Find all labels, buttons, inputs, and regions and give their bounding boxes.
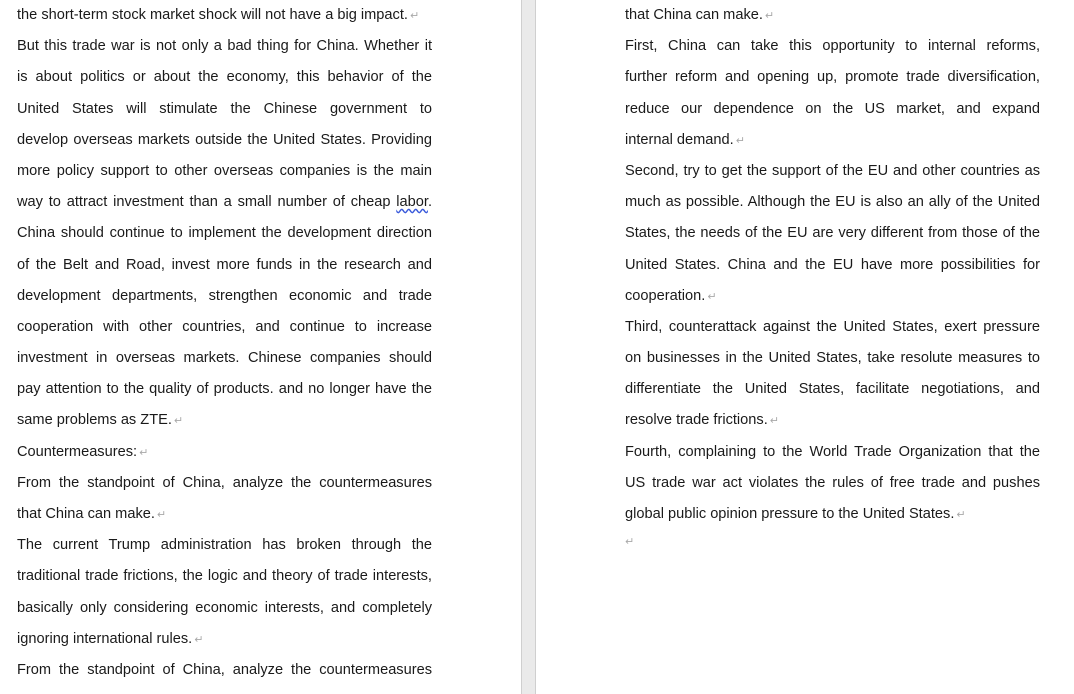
text-line[interactable] [17, 94, 432, 125]
line-text: differentiate the United States, facilitate negotiations, and [625, 381, 1040, 398]
text-line[interactable] [17, 530, 432, 561]
text-line[interactable] [17, 655, 432, 686]
line-text: is about politics or about the economy, this behavior of the [17, 69, 432, 86]
text-line[interactable] [17, 250, 432, 281]
line-text: First, China can take this opportunity to internal reforms, [625, 38, 1040, 55]
line-text: cooperation. [625, 287, 706, 304]
paragraph-mark-icon: ↵ [956, 509, 966, 521]
paragraph-mark-icon: ↵ [139, 446, 149, 459]
text-line[interactable] [625, 343, 1040, 374]
flagged-word[interactable]: labor [396, 194, 428, 211]
paragraph-mark-icon: ↵ [409, 10, 420, 22]
text-line[interactable] [17, 374, 432, 405]
line-text: The current Trump administration has broken through the [17, 537, 432, 554]
text-line[interactable] [625, 405, 1040, 436]
line-text: From the standpoint of China, analyze the countermeasures [17, 474, 432, 491]
paragraph-mark-icon: ↵ [769, 415, 779, 428]
text-line[interactable] [17, 499, 432, 530]
line-text: Second, try to get the support of the EU and other countries as [625, 162, 1040, 179]
text-line[interactable] [17, 593, 432, 624]
paragraph-mark-icon: ↵ [764, 10, 775, 22]
line-text: Fourth, complaining to the World Trade Organization that the [625, 443, 1040, 460]
text-line[interactable] [17, 312, 432, 343]
line-text: further reform and opening up, promote trade diversification, [625, 69, 1040, 86]
line-text: cooperation with other countries, and continue to increase [17, 318, 432, 335]
line-text: pay attention to the quality of products. and no longer have the [17, 381, 432, 398]
text-line[interactable] [625, 281, 1040, 312]
text-line[interactable] [625, 312, 1040, 343]
text-line[interactable] [625, 62, 1040, 93]
document-page-left[interactable] [0, 0, 521, 694]
text-line[interactable] [625, 250, 1040, 281]
text-line[interactable] [17, 187, 432, 218]
right-page-text-column[interactable] [625, 0, 1040, 554]
paragraph-mark-icon: ↵ [735, 134, 745, 147]
text-line[interactable] [625, 218, 1040, 249]
line-text: From the standpoint of China, analyze the countermeasures [17, 661, 432, 678]
line-text: China should continue to implement the development direction [17, 225, 432, 242]
text-line[interactable] [17, 156, 432, 187]
paragraph-mark-icon: ↵ [194, 633, 204, 646]
text-line[interactable] [17, 31, 432, 62]
line-text: investment in overseas markets. Chinese companies should [17, 350, 432, 367]
text-line[interactable] [17, 281, 432, 312]
paragraph-mark-icon: ↵ [707, 290, 717, 303]
text-line[interactable] [625, 499, 1040, 530]
line-text: United States will stimulate the Chinese government to [17, 100, 432, 117]
text-line[interactable] [17, 218, 432, 249]
line-text: global public opinion pressure to the United States. [625, 506, 955, 522]
text-segment: . [427, 194, 432, 211]
page-gap [521, 0, 536, 694]
text-line[interactable] [625, 31, 1040, 62]
paragraph-mark-icon: ↵ [173, 415, 184, 428]
line-text: reduce our dependence on the US market, and expand [625, 100, 1040, 117]
line-text: develop overseas markets outside the United States. Providing [17, 131, 432, 148]
line-text: States, the needs of the EU are very different from those of the [625, 225, 1040, 242]
line-text: resolve trade frictions. [625, 412, 768, 429]
document-page-right[interactable] [536, 0, 1074, 694]
empty-paragraph-mark-icon[interactable]: ↵ [625, 536, 635, 549]
text-line[interactable] [17, 0, 432, 31]
line-text: on businesses in the United States, take resolute measures to [625, 350, 1040, 367]
line-text: more policy support to other overseas companies is the main [17, 162, 432, 179]
text-line[interactable] [17, 405, 432, 436]
text-line[interactable] [625, 94, 1040, 125]
line-text: internal demand. [625, 131, 734, 148]
line-text: that China can make. [625, 7, 763, 23]
paragraph-mark-icon: ↵ [156, 509, 167, 521]
line-text: of the Belt and Road, invest more funds in the research and [17, 256, 432, 273]
line-text: much as possible. Although the EU is also an ally of the United [625, 194, 1040, 211]
line-text: basically only considering economic interests, and completely [17, 599, 432, 616]
line-text: But this trade war is not only a bad thing for China. Whether it [17, 38, 432, 55]
line-text: United States. China and the EU have more possibilities for [625, 256, 1040, 273]
text-segment: way to attract investment than a small number of cheap [17, 194, 397, 211]
text-line[interactable] [17, 62, 432, 93]
line-text: traditional trade frictions, the logic and theory of trade interests, [17, 568, 432, 585]
line-text: Third, counterattack against the United States, exert pressure [625, 318, 1040, 335]
text-line[interactable] [625, 125, 1040, 156]
left-page-text-column[interactable] [17, 0, 432, 686]
text-line[interactable] [17, 624, 432, 655]
line-text: US trade war act violates the rules of free trade and pushes [625, 474, 1040, 491]
text-line[interactable] [17, 437, 432, 468]
text-line[interactable] [17, 561, 432, 592]
text-line[interactable] [625, 156, 1040, 187]
text-line[interactable] [625, 468, 1040, 499]
text-line[interactable] [17, 125, 432, 156]
text-line[interactable] [625, 374, 1040, 405]
line-text: ignoring international rules. [17, 630, 193, 647]
text-line[interactable] [625, 187, 1040, 218]
text-line[interactable] [625, 0, 1040, 31]
text-line[interactable] [17, 343, 432, 374]
line-text: the short-term stock market shock will not have a big impact. [17, 7, 408, 23]
text-line[interactable] [17, 468, 432, 499]
line-text: that China can make. [17, 506, 155, 522]
line-text: same problems as ZTE. [17, 412, 172, 429]
line-text: development departments, strengthen economic and trade [17, 287, 432, 304]
line-text: Countermeasures: [17, 443, 138, 460]
text-line[interactable] [625, 437, 1040, 468]
